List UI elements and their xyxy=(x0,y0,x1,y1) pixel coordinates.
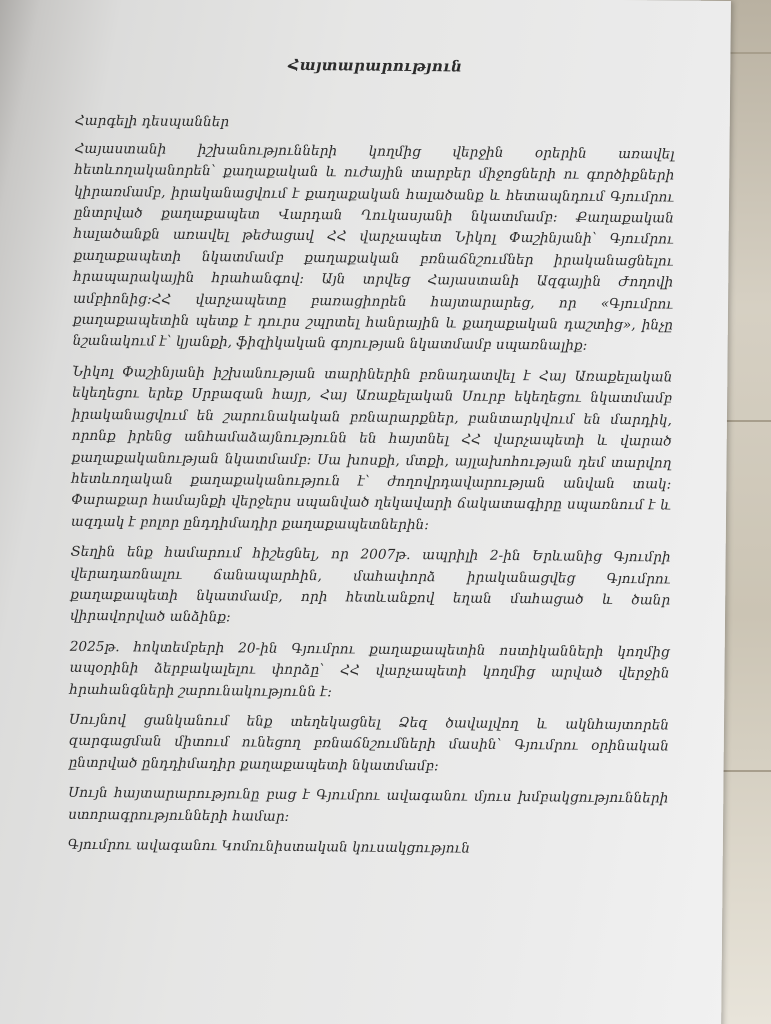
paragraph-2: Նիկոլ Փաշինյանի իշխանության տարիներին բռնադատվել է Հայ Առաքելական եկեղեցու երեք Սրբազան հայր, Հայ Առաքելական Սուրբ եկեղեցու նկատմամբ իրականացվում են շարունակական բռնարարքներ, բանտարկվում են մարդիկ, որոնք իրենց անհամաձայնությունն են հայտնել ՀՀ վարչապետի և վարած քաղաքականության նկատմամբ: Սա խոսքի, մտքի, այլախոհության դեմ տարվող հետևողական քաղաքականություն է՝ ժողովրդավարության անվան տակ: Փարաքար համայնքի վերջերս սպանված ղեկավարի ճակատագիրը սպառնում է և ազդակ է բոլոր ընդդիմադիր քաղաքապետներին: xyxy=(70,363,673,533)
paragraph-4: 2025թ. հոկտեմբերի 20-ին Գյումրու քաղաքապետին ոստիկանների կողմից ապօրինի ձերբակալելու փորձը՝ ՀՀ վարչապետի կողմից արված վերջին հրահանգների շարունակությունն է: xyxy=(69,638,670,700)
greeting-line: Հարգելի դեսպաններ xyxy=(74,113,230,131)
paragraph-5: Սույնով ցանկանում ենք տեղեկացնել Ձեզ ծավալվող և ակնհայտորեն զարգացման միտում ունեցող բռնաճնշումների մասին՝ Գյումրու օրինական ընտրված ընդդիմադիր քաղաքապետի նկատմամբ: xyxy=(68,711,670,775)
document-title: Հայտարարություն xyxy=(288,55,463,76)
paragraph-3: Տեղին ենք համարում հիշեցնել, որ 2007թ. ապրիլի 2-ին Երևանից Գյումրի վերադառնալու ճանապարհին, մահափորձ իրականացվեց Գյումրու քաղաքապետի նկատմամբ, որի հետևանքով եղան մահացած և ծանր վիրավորված անձինք: xyxy=(69,543,671,626)
document-body xyxy=(68,53,676,862)
paragraph-6: Սույն հայտարարությունը բաց է Գյումրու ավագանու մյուս խմբակցությունների ստորագրությունների համար: xyxy=(68,784,669,825)
signature-line: Գյումրու ավագանու Կոմունիստական կուսակցություն xyxy=(67,836,471,857)
paragraph-1: Հայաստանի իշխանությունների կողմից վերջին օրերին առավել հետևողականորեն՝ քաղաքական և ուժային տարբեր միջոցների ու գործիքների կիրառմամբ, իրականացվում է քաղաքական հալածանք և հետապնդում Գյումրու ընտրված քաղաքապետ Վարդան Ղուկասյանի նկատմամբ: Քաղաքական հալածանքն առավել թեժացավ ՀՀ վարչապետ Նիկոլ Փաշինյանի՝ Գյումրու քաղաքապետի նկատմամբ քաղաքական բռնաճնշումներ իրականացնելու հրապարակային հրահանգով: Այն տրվեց Հայաստանի Ազգային Ժողովի ամբիոնից:ՀՀ վարչապետը բառացիորեն հայտարարեց, որ «Գյումրու քաղաքապետին պետք է դուրս շպրտել հանրային և քաղաքական դաշտից», ինչը նշանակում է՝ կյանքի, ֆիզիկական գոյության նկատմամբ սպառնալիք: xyxy=(72,140,675,355)
